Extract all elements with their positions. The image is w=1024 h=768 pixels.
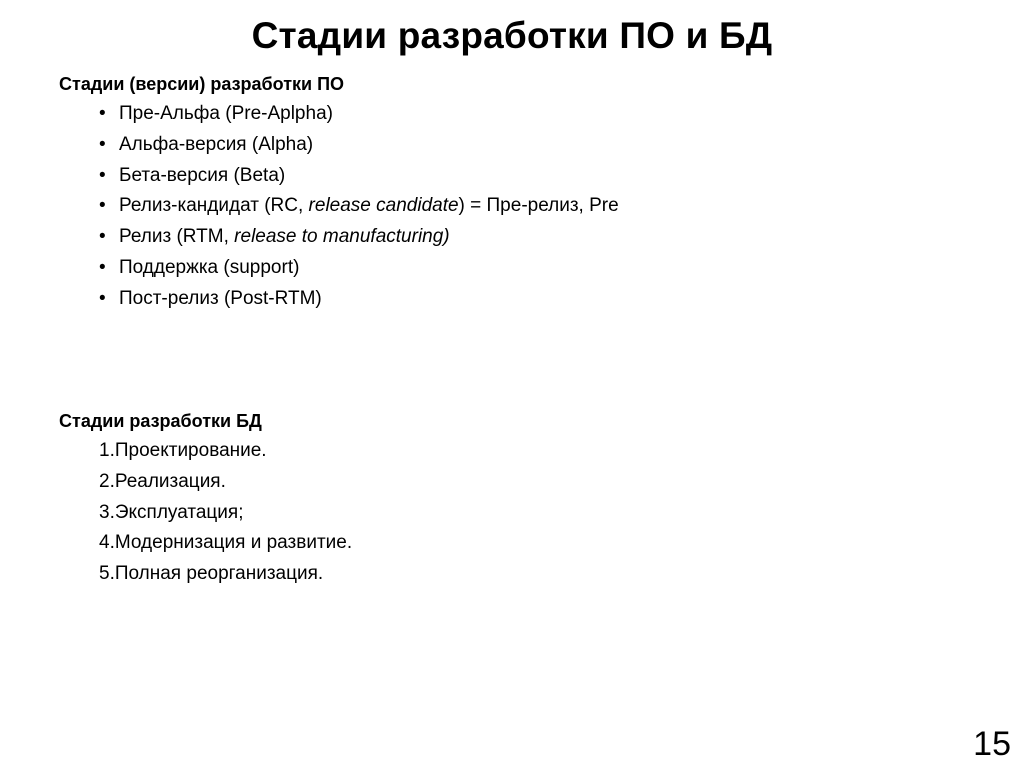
list-item-number: 3.: [99, 501, 115, 523]
list-item: [99, 99, 619, 130]
list-item: [99, 284, 619, 315]
list-item-number: 4.: [99, 532, 115, 554]
list-item-text-italic: release to manufacturing): [234, 226, 450, 248]
list-item: [99, 498, 352, 529]
list-item: [99, 253, 619, 284]
page-number: 15: [973, 725, 1011, 763]
list-item-text: Бета-версия (Beta): [119, 164, 286, 186]
list-item-text-suffix: ) = Пре-релиз, Pre: [458, 195, 619, 217]
list-item: [99, 130, 619, 161]
list-item-text: Пост-релиз (Post-RTM): [119, 287, 322, 309]
slide-title: Стадии разработки ПО и БД: [251, 15, 773, 56]
list-item-text: Полная реорганизация.: [114, 563, 324, 585]
list-item-text-italic: release candidate: [308, 195, 459, 217]
bullet-icon: •: [99, 256, 106, 278]
list-item-text: Реализация.: [114, 470, 226, 492]
list-item: [99, 161, 619, 192]
bullet-icon: •: [99, 133, 106, 155]
list-item: [99, 191, 619, 222]
list-item: [99, 559, 352, 590]
list-item: [99, 528, 352, 559]
list-item-text: Альфа-версия (Alpha): [119, 133, 314, 155]
software-stages-list: [99, 99, 619, 315]
list-item-text: Поддержка (support): [119, 256, 300, 278]
bullet-icon: •: [99, 226, 106, 248]
list-item: [99, 436, 352, 467]
list-item-text: Модернизация и развитие.: [114, 532, 353, 554]
bullet-icon: •: [99, 103, 106, 124]
software-stages-heading: Стадии (версии) разработки ПО: [59, 74, 345, 94]
list-item-number: 1.: [99, 440, 115, 461]
list-item-number: 5.: [99, 563, 115, 585]
database-stages-list: [99, 436, 352, 590]
list-item-text-prefix: Релиз (RTM,: [119, 226, 235, 248]
list-item-number: 2.: [99, 470, 115, 492]
bullet-icon: •: [99, 164, 106, 186]
database-stages-heading: Стадии разработки БД: [59, 411, 262, 431]
list-item: [99, 467, 352, 498]
bullet-icon: •: [99, 287, 106, 309]
list-item: [99, 222, 619, 253]
list-item-text-prefix: Релиз-кандидат (RC,: [119, 195, 309, 217]
list-item-text: Проектирование.: [114, 440, 267, 461]
list-item-text: Пре-Альфа (Pre-Aplpha): [119, 103, 333, 124]
bullet-icon: •: [99, 195, 106, 217]
list-item-text: Эксплуатация;: [114, 501, 244, 523]
